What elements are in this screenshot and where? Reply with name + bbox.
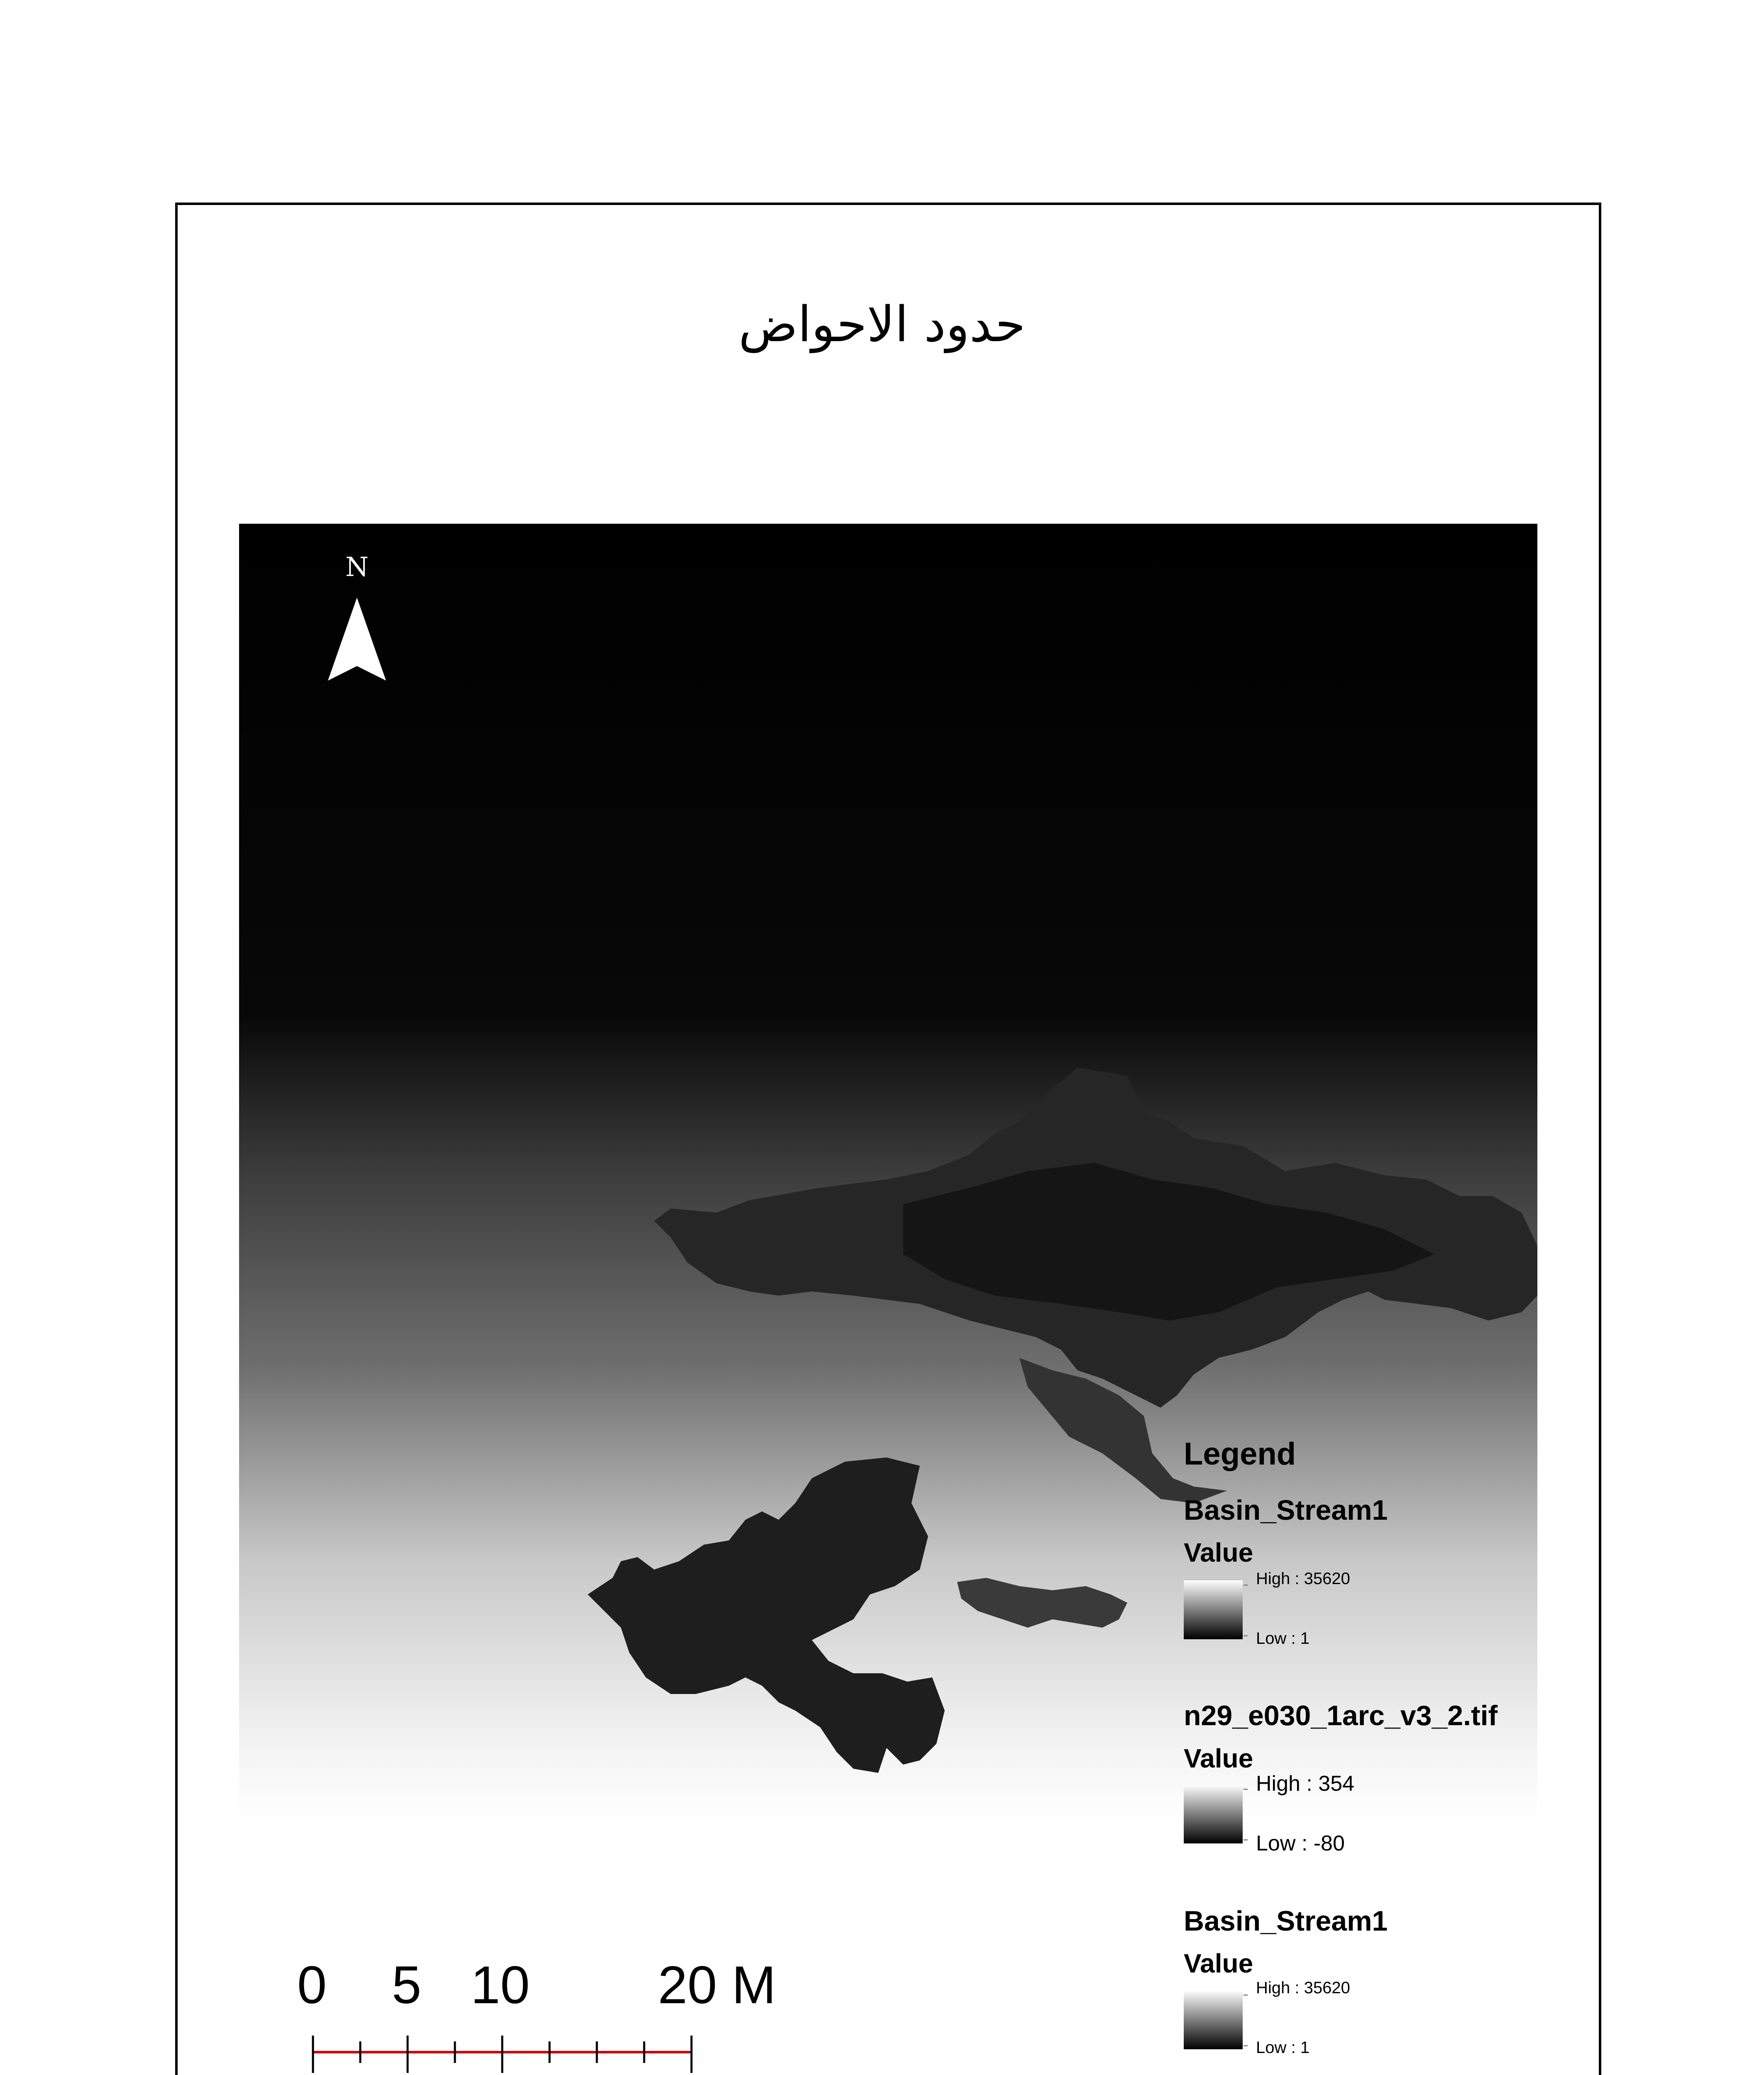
scale-label-0: 0 [297, 1955, 327, 2015]
north-letter: N [345, 552, 369, 583]
scale-label-20: 20 M [658, 1955, 776, 2015]
legend-layer-3-high: High : 35620 [1256, 1979, 1350, 1997]
legend-layer-1-high: High : 35620 [1256, 1570, 1350, 1588]
raster-map [239, 524, 1537, 1820]
legend-layer-3-tick-low [1244, 2045, 1248, 2046]
legend-layer-3-tick-high [1244, 1994, 1248, 1996]
legend-layer-1-tick-high [1244, 1584, 1248, 1586]
legend-layer-3-name: Basin_Stream1 [1184, 1905, 1388, 1937]
legend-layer-2-ramp [1184, 1784, 1243, 1843]
legend-layer-2-tick-high [1244, 1789, 1248, 1790]
legend-layer-2-tick-low [1244, 1839, 1248, 1841]
legend-layer-1-low: Low : 1 [1256, 1629, 1310, 1648]
north-arrow-icon [324, 552, 390, 693]
scale-bar [307, 2031, 697, 2075]
legend-layer-1-name: Basin_Stream1 [1184, 1494, 1388, 1526]
legend-layer-3-field: Value [1184, 1948, 1253, 1978]
scale-label-10: 10 [471, 1955, 530, 2015]
north-arrow [324, 552, 390, 693]
legend-layer-1-tick-low [1244, 1635, 1248, 1636]
scale-bar-ticks [313, 2036, 691, 2073]
legend-layer-2-high: High : 354 [1256, 1772, 1355, 1796]
legend-layer-2-name: n29_e030_1arc_v3_2.tif [1184, 1700, 1498, 1731]
legend-title: Legend [1184, 1436, 1296, 1472]
legend-layer-2-field: Value [1184, 1743, 1253, 1773]
map-title: حدود الاحواض [738, 295, 1026, 353]
legend-layer-3-ramp [1184, 1990, 1243, 2049]
raster-canvas [239, 524, 1537, 1820]
legend-layer-1-field: Value [1184, 1538, 1253, 1567]
legend-layer-1-ramp [1184, 1580, 1243, 1639]
legend-layer-3-low: Low : 1 [1256, 2038, 1310, 2057]
legend-layer-2-low: Low : -80 [1256, 1831, 1345, 1855]
scale-label-5: 5 [392, 1955, 422, 2015]
